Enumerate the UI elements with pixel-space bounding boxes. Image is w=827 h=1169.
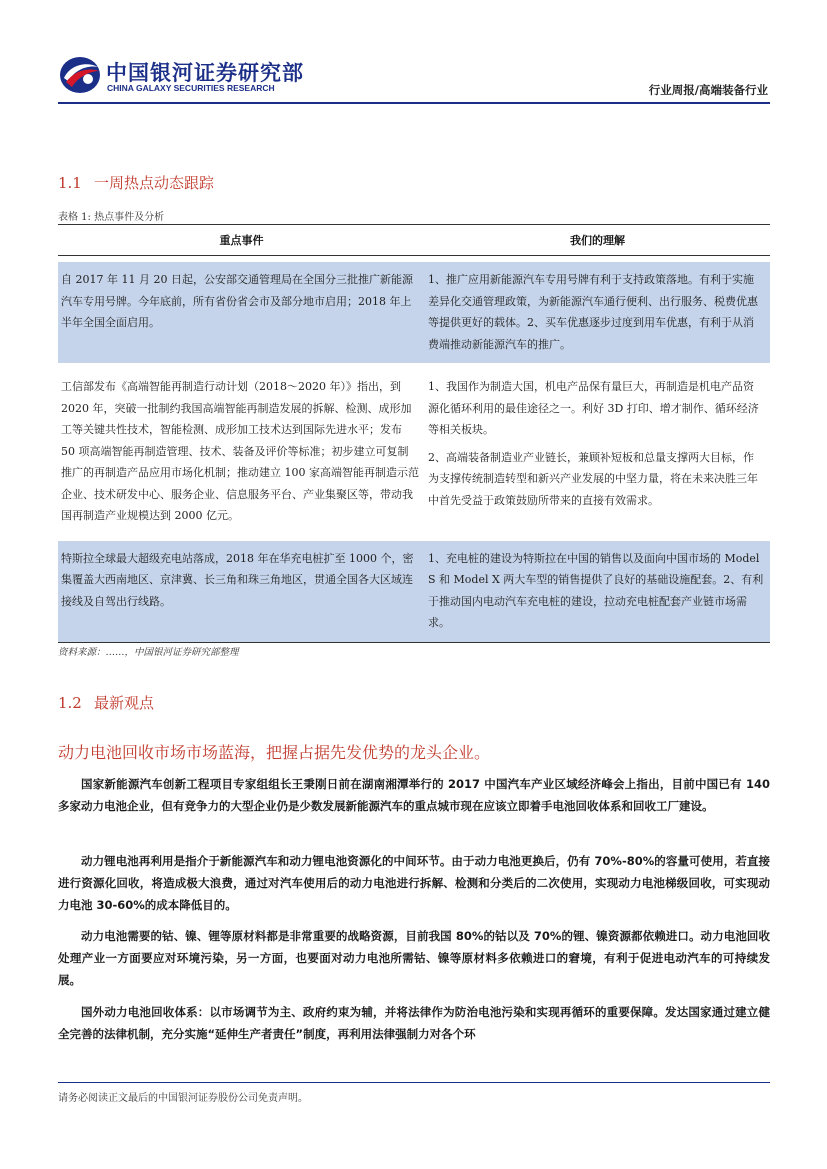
- view-cell: [425, 541, 770, 643]
- report-category: 行业周报/高端装备行业: [648, 83, 768, 97]
- body-paragraph: 动力电池需要的钴、镍、锂等原材料都是非常重要的战略资源，目前我国 80%的钴以及 70%的锂、镍资源都依赖进口。动力电池回收处理产业一方面要应对环境污染，另一方面，也要面对动力电池所需钴、镍等原材料多依赖进口的窘境，有利于促进电动汽车的可持续发展。: [58, 929, 770, 987]
- footer-divider: [58, 1082, 770, 1083]
- header-divider: [58, 102, 770, 104]
- column-header-event: 重点事件: [58, 225, 425, 256]
- table-source: 资料来源：……，中国银河证券研究部整理: [58, 647, 239, 658]
- body-paragraph: 动力锂电池再利用是指介于新能源汽车和动力锂电池资源化的中间环节。由于动力电池更换后，仍有 70%-80%的容量可使用，若直接进行资源化回收，将造成极大浪费，通过对汽车使用后的动力电池进行拆解、检测和分类后的二次使用，实现动力电池梯级回收，可实现动力电池 30-60%的成本降低目的。: [58, 854, 770, 912]
- section-heading: 最新观点: [94, 694, 155, 712]
- event-cell: [58, 369, 425, 535]
- table-row: [58, 541, 770, 643]
- table-header-row: [58, 225, 770, 256]
- section-heading: 一周热点动态跟踪: [94, 174, 215, 192]
- body-paragraph: 国外动力电池回收体系：以市场调节为主、政府约束为辅，并将法律作为防治电池污染和实现再循环的重要保障。发达国家通过建立健全完善的法律机制，充分实施“延伸生产者责任”制度，再利用法律强制力对各个环: [58, 1005, 770, 1041]
- view-cell: [425, 369, 770, 535]
- table-row: [58, 262, 770, 363]
- page-header: [58, 55, 770, 103]
- galaxy-logo-icon: [58, 55, 102, 95]
- view-text: 1、充电桩的建设为特斯拉在中国的销售以及面向中国市场的 Model S 和 Model X 两大车型的销售提供了良好的基础设施配套。2、有利于推动国内电动汽车充电桩的建设，拉动充电桩配套产业链市场需求。: [428, 551, 764, 629]
- view-text: 1、推广应用新能源汽车专用号牌有利于支持政策落地。有利于实施差异化交通管理政策，为新能源汽车通行便利、出行服务、税费优惠等提供更好的载体。2、买车优惠逐步过度到用车优惠，有利于从消费端推动新能源汽车的推广。: [428, 273, 758, 351]
- section-number: 1.2: [58, 694, 82, 712]
- event-text: 工信部发布《高端智能再制造行动计划（2018～2020 年）》指出，到 2020 年，突破一批制约我国高端智能再制造发展的拆解、检测、成形加工等关键共性技术，智能检测、成形加工技术达到国际先进水平；发布 50 项高端智能再制造管理、技术、装备及评价等标准；初步建立可复制推广的再制造产品应用市场化机制；推动建立 100 家高端智能再制造示范企业、技术研发中心、服务企业、信息服务平台、产业集聚区等，带动我国再制造产业规模达到 2000 亿元。: [61, 380, 419, 522]
- hot-events-table: [58, 224, 770, 643]
- disclaimer-note: 请务必阅读正文最后的中国银河证券股份公司免责声明。: [58, 1093, 308, 1104]
- table-caption: 表格 1: 热点事件及分析: [58, 212, 165, 223]
- body-paragraph: 国家新能源汽车创新工程项目专家组组长王秉刚日前在湖南湘潭举行的 2017 中国汽车产业区域经济峰会上指出，目前中国已有 140 多家动力电池企业，但有竞争力的大型企业仍是少数发展新能源汽车的重点城市现在应该立即着手电池回收体系和回收工厂建设。: [58, 777, 770, 813]
- headline: 动力电池回收市场市场蓝海，把握占据先发优势的龙头企业。: [58, 743, 491, 762]
- view-text: 1、我国作为制造大国，机电产品保有量巨大，再制造是机电产品资源化循环利用的最佳途径之一。利好 3D 打印、增才制作、循环经济等相关板块。: [428, 380, 759, 436]
- event-cell: [58, 262, 425, 363]
- view-text: 2、高端装备制造业产业链长，兼顾补短板和总量支撑两大目标，作为支撑传统制造转型和新兴产业发展的中坚力量，将在未来决胜三年中首先受益于政策鼓励所带来的直接有效需求。: [428, 450, 758, 507]
- event-text: 自 2017 年 11 月 20 日起，公安部交通管理局在全国分三批推广新能源汽车专用号牌。今年底前，所有省份省会市及部分地市启用；2018 年上半年全国全面启用。: [61, 273, 413, 329]
- brand-name-cn: 中国银河证券研究部: [106, 61, 304, 85]
- brand-name-en: CHINA GALAXY SECURITIES RESEARCH: [107, 83, 275, 93]
- event-text: 特斯拉全球最大超级充电站落成，2018 年在华充电桩扩至 1000 个，密集覆盖大西南地区、京津冀、长三角和珠三角地区，贯通全国各大区域连接线及自驾出行线路。: [61, 551, 414, 608]
- event-cell: [58, 541, 425, 643]
- section-number: 1.1: [58, 174, 82, 192]
- view-cell: [425, 262, 770, 363]
- section-title-hot-topics: [58, 172, 214, 193]
- section-title-latest-views: [58, 692, 154, 713]
- table-row: [58, 369, 770, 535]
- column-header-view: 我们的理解: [425, 225, 770, 256]
